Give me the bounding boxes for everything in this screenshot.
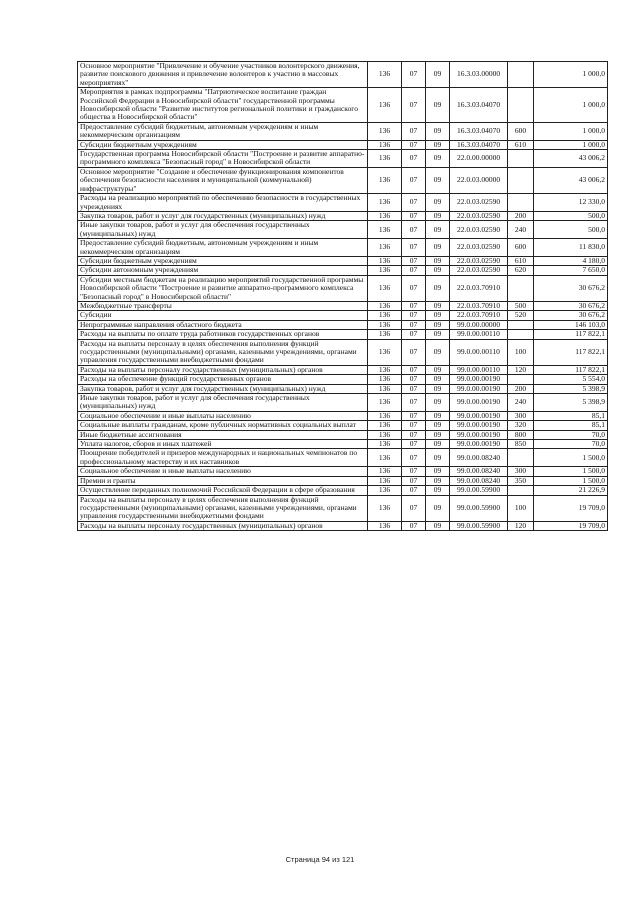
row-grbs-code: 136 [368, 384, 402, 393]
row-grbs-code: 136 [368, 239, 402, 257]
row-name: Социальное обеспечение и иные выплаты населению [78, 467, 368, 476]
row-target-article: 99.0.00.08240 [450, 476, 508, 485]
row-name: Премии и гранты [78, 476, 368, 485]
table-row [78, 88, 608, 123]
row-grbs-code: 136 [368, 88, 402, 123]
row-grbs-code: 136 [368, 394, 402, 412]
row-name: Расходы на обеспечение функций государственных органов [78, 375, 368, 384]
table-row [78, 275, 608, 301]
row-amount: 30 676,2 [534, 275, 608, 301]
row-subsection-code: 09 [426, 411, 450, 420]
row-name: Расходы на выплаты персоналу в целях обеспечения выполнения функций государственными (муниципальными) органами, казенными учреждениями, органами управления государственными внебюджетными фондами [78, 339, 368, 365]
table-row [78, 239, 608, 257]
row-subsection-code: 09 [426, 211, 450, 220]
row-grbs-code: 136 [368, 421, 402, 430]
row-target-article: 22.0.03.02590 [450, 266, 508, 275]
table-row [78, 421, 608, 430]
row-subsection-code: 09 [426, 275, 450, 301]
row-target-article: 99.0.00.00190 [450, 430, 508, 439]
row-section-code: 07 [402, 301, 426, 310]
row-amount: 1 000,0 [534, 140, 608, 149]
row-subsection-code: 09 [426, 495, 450, 521]
row-name: Предоставление субсидий бюджетным, автономным учреждениям и иным некоммерческим организациям [78, 239, 368, 257]
row-section-code: 07 [402, 140, 426, 149]
row-amount: 1 500,0 [534, 467, 608, 476]
row-expense-type: 600 [508, 239, 534, 257]
row-subsection-code: 09 [426, 486, 450, 495]
table-row [78, 301, 608, 310]
row-section-code: 07 [402, 430, 426, 439]
row-name: Основное мероприятие "Создание и обеспечение функционирования компонентов обеспечения безопасности населения и муниципальной (коммунальной) инфраструктуры" [78, 167, 368, 193]
row-amount: 146 103,0 [534, 320, 608, 329]
row-expense-type: 320 [508, 421, 534, 430]
row-target-article: 99.0.00.00000 [450, 320, 508, 329]
row-expense-type [508, 194, 534, 212]
row-name: Расходы на выплаты персоналу в целях обеспечения выполнения функций государственными (муниципальными) органами, казенными учреждениями, органами управления государственными внебюджетными фондами [78, 495, 368, 521]
row-target-article: 99.0.00.08240 [450, 467, 508, 476]
row-expense-type: 610 [508, 140, 534, 149]
row-subsection-code: 09 [426, 239, 450, 257]
row-grbs-code: 136 [368, 256, 402, 265]
row-amount: 1 000,0 [534, 122, 608, 140]
table-row [78, 211, 608, 220]
row-name: Социальное обеспечение и иные выплаты населению [78, 411, 368, 420]
table-row [78, 476, 608, 485]
row-target-article: 99.0.00.59900 [450, 486, 508, 495]
row-section-code: 07 [402, 339, 426, 365]
row-expense-type [508, 150, 534, 168]
row-grbs-code: 136 [368, 275, 402, 301]
row-name: Мероприятия в рамках подпрограммы "Патриотическое воспитание граждан Российской Федерации в Новосибирской области" государственной программы Новосибирской области "Развитие институтов региональной политики и гражданского общества в Новосибирской области" [78, 88, 368, 123]
row-name: Субсидии местным бюджетам на реализацию мероприятий государственной программы Новосибирской области "Построение и развитие аппаратно-программного комплекса "Безопасный город" в Новосибирской области" [78, 275, 368, 301]
row-amount: 5 398,9 [534, 394, 608, 412]
row-subsection-code: 09 [426, 521, 450, 530]
row-name: Предоставление субсидий бюджетным, автономным учреждениям и иным некоммерческим организациям [78, 122, 368, 140]
row-amount: 4 180,0 [534, 256, 608, 265]
row-section-code: 07 [402, 256, 426, 265]
row-section-code: 07 [402, 194, 426, 212]
row-amount: 500,0 [534, 221, 608, 239]
row-subsection-code: 09 [426, 194, 450, 212]
row-section-code: 07 [402, 320, 426, 329]
row-grbs-code: 136 [368, 365, 402, 374]
row-subsection-code: 09 [426, 62, 450, 88]
row-amount: 19 709,0 [534, 495, 608, 521]
table-row [78, 384, 608, 393]
row-amount: 7 650,0 [534, 266, 608, 275]
row-subsection-code: 09 [426, 339, 450, 365]
table-row [78, 122, 608, 140]
row-grbs-code: 136 [368, 330, 402, 339]
row-name: Субсидии бюджетным учреждениям [78, 256, 368, 265]
row-amount: 43 006,2 [534, 150, 608, 168]
row-amount: 117 822,1 [534, 330, 608, 339]
row-amount: 500,0 [534, 211, 608, 220]
table-row [78, 449, 608, 467]
row-target-article: 99.0.00.59900 [450, 495, 508, 521]
row-subsection-code: 09 [426, 384, 450, 393]
row-subsection-code: 09 [426, 394, 450, 412]
budget-table [77, 61, 608, 531]
row-subsection-code: 09 [426, 122, 450, 140]
row-name: Непрограммные направления областного бюджета [78, 320, 368, 329]
row-expense-type [508, 62, 534, 88]
page-number: Страница 94 из 121 [285, 855, 355, 864]
row-name: Расходы на выплаты персоналу государственных (муниципальных) органов [78, 365, 368, 374]
row-target-article: 99.0.00.08240 [450, 449, 508, 467]
row-subsection-code: 09 [426, 320, 450, 329]
table-row [78, 467, 608, 476]
row-subsection-code: 09 [426, 365, 450, 374]
row-name: Иные закупки товаров, работ и услуг для обеспечения государственных (муниципальных) нужд [78, 221, 368, 239]
row-target-article: 16.3.03.04070 [450, 88, 508, 123]
row-subsection-code: 09 [426, 421, 450, 430]
row-section-code: 07 [402, 330, 426, 339]
row-amount: 5 398,9 [534, 384, 608, 393]
row-section-code: 07 [402, 476, 426, 485]
row-expense-type [508, 486, 534, 495]
row-name: Иные бюджетные ассигнования [78, 430, 368, 439]
row-target-article: 99.0.00.00190 [450, 384, 508, 393]
row-expense-type [508, 375, 534, 384]
row-expense-type: 300 [508, 467, 534, 476]
row-target-article: 22.0.03.02590 [450, 239, 508, 257]
row-amount: 1 000,0 [534, 88, 608, 123]
row-name: Субсидии [78, 311, 368, 320]
row-section-code: 07 [402, 62, 426, 88]
row-target-article: 99.0.00.00110 [450, 365, 508, 374]
row-section-code: 07 [402, 167, 426, 193]
row-expense-type: 520 [508, 311, 534, 320]
row-section-code: 07 [402, 394, 426, 412]
row-amount: 70,0 [534, 430, 608, 439]
row-subsection-code: 09 [426, 311, 450, 320]
row-section-code: 07 [402, 440, 426, 449]
row-grbs-code: 136 [368, 62, 402, 88]
row-section-code: 07 [402, 150, 426, 168]
row-section-code: 07 [402, 384, 426, 393]
row-grbs-code: 136 [368, 150, 402, 168]
row-grbs-code: 136 [368, 486, 402, 495]
row-section-code: 07 [402, 275, 426, 301]
row-expense-type: 800 [508, 430, 534, 439]
row-target-article: 22.0.03.02590 [450, 211, 508, 220]
row-amount: 1 000,0 [534, 62, 608, 88]
row-subsection-code: 09 [426, 301, 450, 310]
row-expense-type: 610 [508, 256, 534, 265]
table-row [78, 521, 608, 530]
row-amount: 12 330,0 [534, 194, 608, 212]
row-name: Закупка товаров, работ и услуг для государственных (муниципальных) нужд [78, 211, 368, 220]
row-expense-type [508, 88, 534, 123]
row-subsection-code: 09 [426, 430, 450, 439]
row-grbs-code: 136 [368, 140, 402, 149]
row-target-article: 16.3.03.04070 [450, 122, 508, 140]
row-target-article: 99.0.00.00190 [450, 375, 508, 384]
row-target-article: 99.0.00.00110 [450, 330, 508, 339]
table-row [78, 495, 608, 521]
table-row [78, 311, 608, 320]
row-amount: 5 554,0 [534, 375, 608, 384]
row-grbs-code: 136 [368, 194, 402, 212]
table-row [78, 221, 608, 239]
row-expense-type [508, 320, 534, 329]
row-section-code: 07 [402, 521, 426, 530]
row-grbs-code: 136 [368, 211, 402, 220]
row-name: Расходы на выплаты по оплате труда работников государственных органов [78, 330, 368, 339]
row-grbs-code: 136 [368, 411, 402, 420]
row-section-code: 07 [402, 221, 426, 239]
row-grbs-code: 136 [368, 266, 402, 275]
table-row [78, 320, 608, 329]
row-grbs-code: 136 [368, 311, 402, 320]
row-grbs-code: 136 [368, 320, 402, 329]
row-target-article: 99.0.00.00190 [450, 411, 508, 420]
row-target-article: 22.0.03.70910 [450, 311, 508, 320]
row-amount: 19 709,0 [534, 521, 608, 530]
table-row [78, 486, 608, 495]
table-row [78, 150, 608, 168]
row-section-code: 07 [402, 421, 426, 430]
row-section-code: 07 [402, 375, 426, 384]
row-name: Субсидии бюджетным учреждениям [78, 140, 368, 149]
table-row [78, 256, 608, 265]
table-row [78, 430, 608, 439]
row-name: Иные закупки товаров, работ и услуг для обеспечения государственных (муниципальных) нужд [78, 394, 368, 412]
row-grbs-code: 136 [368, 476, 402, 485]
row-grbs-code: 136 [368, 339, 402, 365]
row-expense-type: 240 [508, 221, 534, 239]
row-name: Закупка товаров, работ и услуг для государственных (муниципальных) нужд [78, 384, 368, 393]
row-subsection-code: 09 [426, 167, 450, 193]
row-subsection-code: 09 [426, 256, 450, 265]
row-target-article: 22.0.03.00000 [450, 167, 508, 193]
row-amount: 1 500,0 [534, 476, 608, 485]
row-subsection-code: 09 [426, 467, 450, 476]
row-subsection-code: 09 [426, 330, 450, 339]
row-expense-type [508, 330, 534, 339]
table-row [78, 411, 608, 420]
row-expense-type: 120 [508, 521, 534, 530]
row-expense-type: 350 [508, 476, 534, 485]
row-subsection-code: 09 [426, 440, 450, 449]
row-expense-type [508, 449, 534, 467]
row-name: Государственная программа Новосибирской области "Построение и развитие аппаратно-программного комплекса "Безопасный город" в Новосибирской области [78, 150, 368, 168]
row-expense-type: 100 [508, 339, 534, 365]
row-subsection-code: 09 [426, 221, 450, 239]
row-section-code: 07 [402, 495, 426, 521]
row-section-code: 07 [402, 122, 426, 140]
row-expense-type: 500 [508, 301, 534, 310]
row-section-code: 07 [402, 467, 426, 476]
row-amount: 43 006,2 [534, 167, 608, 193]
row-amount: 117 822,1 [534, 365, 608, 374]
row-grbs-code: 136 [368, 521, 402, 530]
row-subsection-code: 09 [426, 266, 450, 275]
row-grbs-code: 136 [368, 495, 402, 521]
row-grbs-code: 136 [368, 449, 402, 467]
row-subsection-code: 09 [426, 375, 450, 384]
row-grbs-code: 136 [368, 430, 402, 439]
row-name: Поощрение победителей и призеров международных и национальных чемпионатов по профессиональному мастерству и их наставников [78, 449, 368, 467]
row-amount: 1 500,0 [534, 449, 608, 467]
row-expense-type: 240 [508, 394, 534, 412]
row-section-code: 07 [402, 449, 426, 467]
row-subsection-code: 09 [426, 88, 450, 123]
row-name: Межбюджетные трансферты [78, 301, 368, 310]
row-amount: 30 676,2 [534, 301, 608, 310]
row-expense-type: 200 [508, 384, 534, 393]
row-section-code: 07 [402, 411, 426, 420]
row-name: Расходы на реализацию мероприятий по обеспечению безопасности в государственных учреждениях [78, 194, 368, 212]
row-section-code: 07 [402, 211, 426, 220]
row-target-article: 22.0.03.70910 [450, 275, 508, 301]
row-grbs-code: 136 [368, 467, 402, 476]
row-grbs-code: 136 [368, 440, 402, 449]
table-row [78, 140, 608, 149]
row-amount: 30 676,2 [534, 311, 608, 320]
row-amount: 85,1 [534, 421, 608, 430]
table-body [78, 62, 608, 531]
row-amount: 11 830,0 [534, 239, 608, 257]
row-target-article: 22.0.03.70910 [450, 301, 508, 310]
row-target-article: 22.0.00.00000 [450, 150, 508, 168]
row-amount: 21 226,9 [534, 486, 608, 495]
row-grbs-code: 136 [368, 221, 402, 239]
table-row [78, 62, 608, 88]
row-amount: 85,1 [534, 411, 608, 420]
table-row [78, 167, 608, 193]
row-grbs-code: 136 [368, 375, 402, 384]
row-name: Социальные выплаты гражданам, кроме публичных нормативных социальных выплат [78, 421, 368, 430]
row-name: Основное мероприятие "Привлечение и обучение участников волонтерского движения, развитие поискового движения и привлечение волонтеров к участию в массовых мероприятиях" [78, 62, 368, 88]
row-expense-type: 300 [508, 411, 534, 420]
table-row [78, 330, 608, 339]
row-name: Субсидии автономным учреждениям [78, 266, 368, 275]
table-row [78, 194, 608, 212]
row-target-article: 99.0.00.00190 [450, 394, 508, 412]
row-section-code: 07 [402, 88, 426, 123]
table-row [78, 375, 608, 384]
row-target-article: 99.0.00.00190 [450, 440, 508, 449]
row-target-article: 99.0.00.00110 [450, 339, 508, 365]
row-section-code: 07 [402, 365, 426, 374]
row-expense-type: 850 [508, 440, 534, 449]
row-subsection-code: 09 [426, 150, 450, 168]
row-expense-type: 600 [508, 122, 534, 140]
row-expense-type: 620 [508, 266, 534, 275]
row-target-article: 99.0.00.00190 [450, 421, 508, 430]
row-target-article: 22.0.03.02590 [450, 194, 508, 212]
table-row [78, 394, 608, 412]
table-row [78, 266, 608, 275]
row-expense-type: 200 [508, 211, 534, 220]
row-target-article: 22.0.03.02590 [450, 221, 508, 239]
row-amount: 70,0 [534, 440, 608, 449]
row-grbs-code: 136 [368, 167, 402, 193]
table-row [78, 440, 608, 449]
row-expense-type [508, 167, 534, 193]
row-amount: 117 822,1 [534, 339, 608, 365]
row-subsection-code: 09 [426, 140, 450, 149]
row-grbs-code: 136 [368, 301, 402, 310]
row-section-code: 07 [402, 239, 426, 257]
row-name: Осуществление переданных полномочий Российской Федерации в сфере образования [78, 486, 368, 495]
row-grbs-code: 136 [368, 122, 402, 140]
table-row [78, 339, 608, 365]
row-expense-type: 100 [508, 495, 534, 521]
row-expense-type: 120 [508, 365, 534, 374]
row-section-code: 07 [402, 266, 426, 275]
row-subsection-code: 09 [426, 476, 450, 485]
row-section-code: 07 [402, 311, 426, 320]
row-section-code: 07 [402, 486, 426, 495]
row-target-article: 16.3.03.00000 [450, 62, 508, 88]
row-subsection-code: 09 [426, 449, 450, 467]
row-expense-type [508, 275, 534, 301]
row-target-article: 22.0.03.02590 [450, 256, 508, 265]
row-target-article: 16.3.03.04070 [450, 140, 508, 149]
row-name: Расходы на выплаты персоналу государственных (муниципальных) органов [78, 521, 368, 530]
table-row [78, 365, 608, 374]
row-target-article: 99.0.00.59900 [450, 521, 508, 530]
row-name: Уплата налогов, сборов и иных платежей [78, 440, 368, 449]
